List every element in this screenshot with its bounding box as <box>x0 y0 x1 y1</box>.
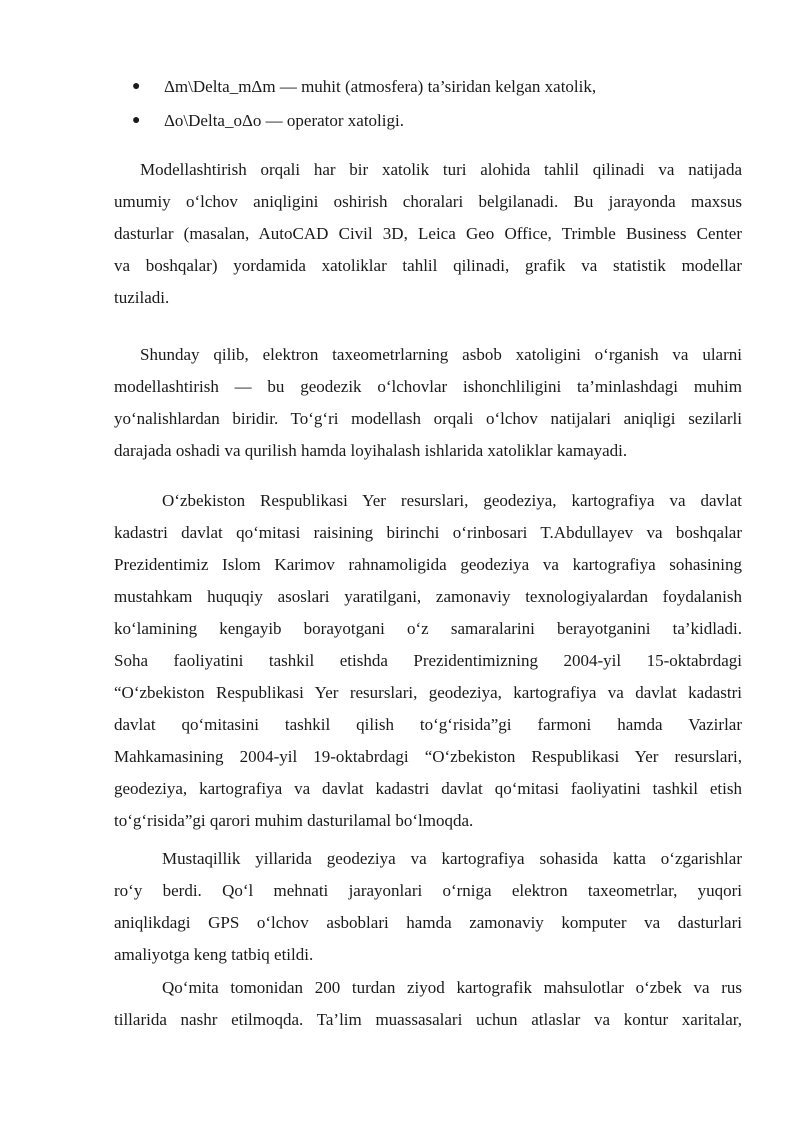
list-item-text: Δm\Delta_mΔm — muhit (atmosfera) ta’siridan kelgan xatolik, <box>164 77 597 96</box>
text-line: mustahkam huquqiy asoslari yaratilgani, zamonaviy texnologiyalardan foydalanish <box>114 587 742 606</box>
list-item <box>132 110 752 144</box>
text-line: ko‘lamining kengayib borayotgani o‘z samaralarini berayotganini ta’kidladi. <box>114 619 742 638</box>
text-line: tillarida nashr etilmoqda. Ta’lim muassasalari uchun atlaslar va kontur xaritalar, <box>114 1010 742 1029</box>
text-line: ro‘y berdi. Qo‘l mehnati jarayonlari o‘rniga elektron taxeometrlar, yuqori <box>114 881 742 900</box>
bullet-list <box>132 76 752 144</box>
paragraph-qomita <box>114 485 742 837</box>
text-line: Modellashtirish orqali har bir xatolik turi alohida tahlil qilinadi va natijada <box>140 160 742 179</box>
text-line: yo‘nalishlardan biridir. To‘g‘ri modellash orqali o‘lchov natijalari aniqligi sezilarli <box>114 409 742 428</box>
text-line: Mustaqillik yillarida geodeziya va kartografiya sohasida katta o‘zgarishlar <box>162 849 742 868</box>
text-line: Prezidentimiz Islom Karimov rahnamoligida geodeziya va kartografiya sohasining <box>114 555 742 574</box>
text-line: aniqlikdagi GPS o‘lchov asboblari hamda zamonaviy komputer va dasturlari <box>114 913 742 932</box>
paragraph-xulosa <box>114 339 742 467</box>
text-line: davlat qo‘mitasini tashkil qilish to‘g‘risida”gi farmoni hamda Vazirlar <box>114 715 742 734</box>
text-line: amaliyotga keng tatbiq etildi. <box>114 945 314 964</box>
text-line: Soha faoliyatini tashkil etishda Prezidentimizning 2004-yil 15-oktabrdagi <box>114 651 742 670</box>
bullet-icon: ● <box>132 113 141 128</box>
text-line: modellashtirish — bu geodezik o‘lchovlar ishonchliligini ta’minlashdagi muhim <box>114 377 742 396</box>
text-line: tuziladi. <box>114 288 170 307</box>
text-line: va boshqalar) yordamida xatoliklar tahlil qilinadi, grafik va statistik modellar <box>114 256 742 275</box>
text-line: geodeziya, kartografiya va davlat kadastri davlat qo‘mitasi faoliyatini tashkil etish <box>114 779 742 798</box>
text-line: Qo‘mita tomonidan 200 turdan ziyod kartografik mahsulotlar o‘zbek va rus <box>162 978 742 997</box>
text-line: kadastri davlat qo‘mitasi raisining birinchi o‘rinbosari T.Abdullayev va boshqalar <box>114 523 742 542</box>
text-line: Shunday qilib, elektron taxeometrlarning asbob xatoligini o‘rganish va ularni <box>140 345 742 364</box>
text-line: dasturlar (masalan, AutoCAD Civil 3D, Leica Geo Office, Trimble Business Center <box>114 224 742 243</box>
text-line: to‘g‘risida”gi qarori muhim dasturilamal bo‘lmoqda. <box>114 811 474 830</box>
text-line: O‘zbekiston Respublikasi Yer resurslari, geodeziya, kartografiya va davlat <box>162 491 742 510</box>
text-line: Mahkamasining 2004-yil 19-oktabrdagi “O‘zbekiston Respublikasi Yer resurslari, <box>114 747 742 766</box>
paragraph-mustaqillik <box>114 843 742 971</box>
text-line: “O‘zbekiston Respublikasi Yer resurslari, geodeziya, kartografiya va davlat kadastri <box>114 683 742 702</box>
text-line: umumiy o‘lchov aniqligini oshirish choralari belgilanadi. Bu jarayonda maxsus <box>114 192 742 211</box>
paragraph-modellashtirish <box>114 154 742 314</box>
bullet-icon: ● <box>132 79 141 94</box>
list-item-text: Δo\Delta_oΔo — operator xatoligi. <box>164 111 404 130</box>
paragraph-kartografik-mahsulotlar <box>114 972 742 1036</box>
text-line: darajada oshadi va qurilish hamda loyihalash ishlarida xatoliklar kamayadi. <box>114 441 628 460</box>
list-item <box>132 76 752 110</box>
